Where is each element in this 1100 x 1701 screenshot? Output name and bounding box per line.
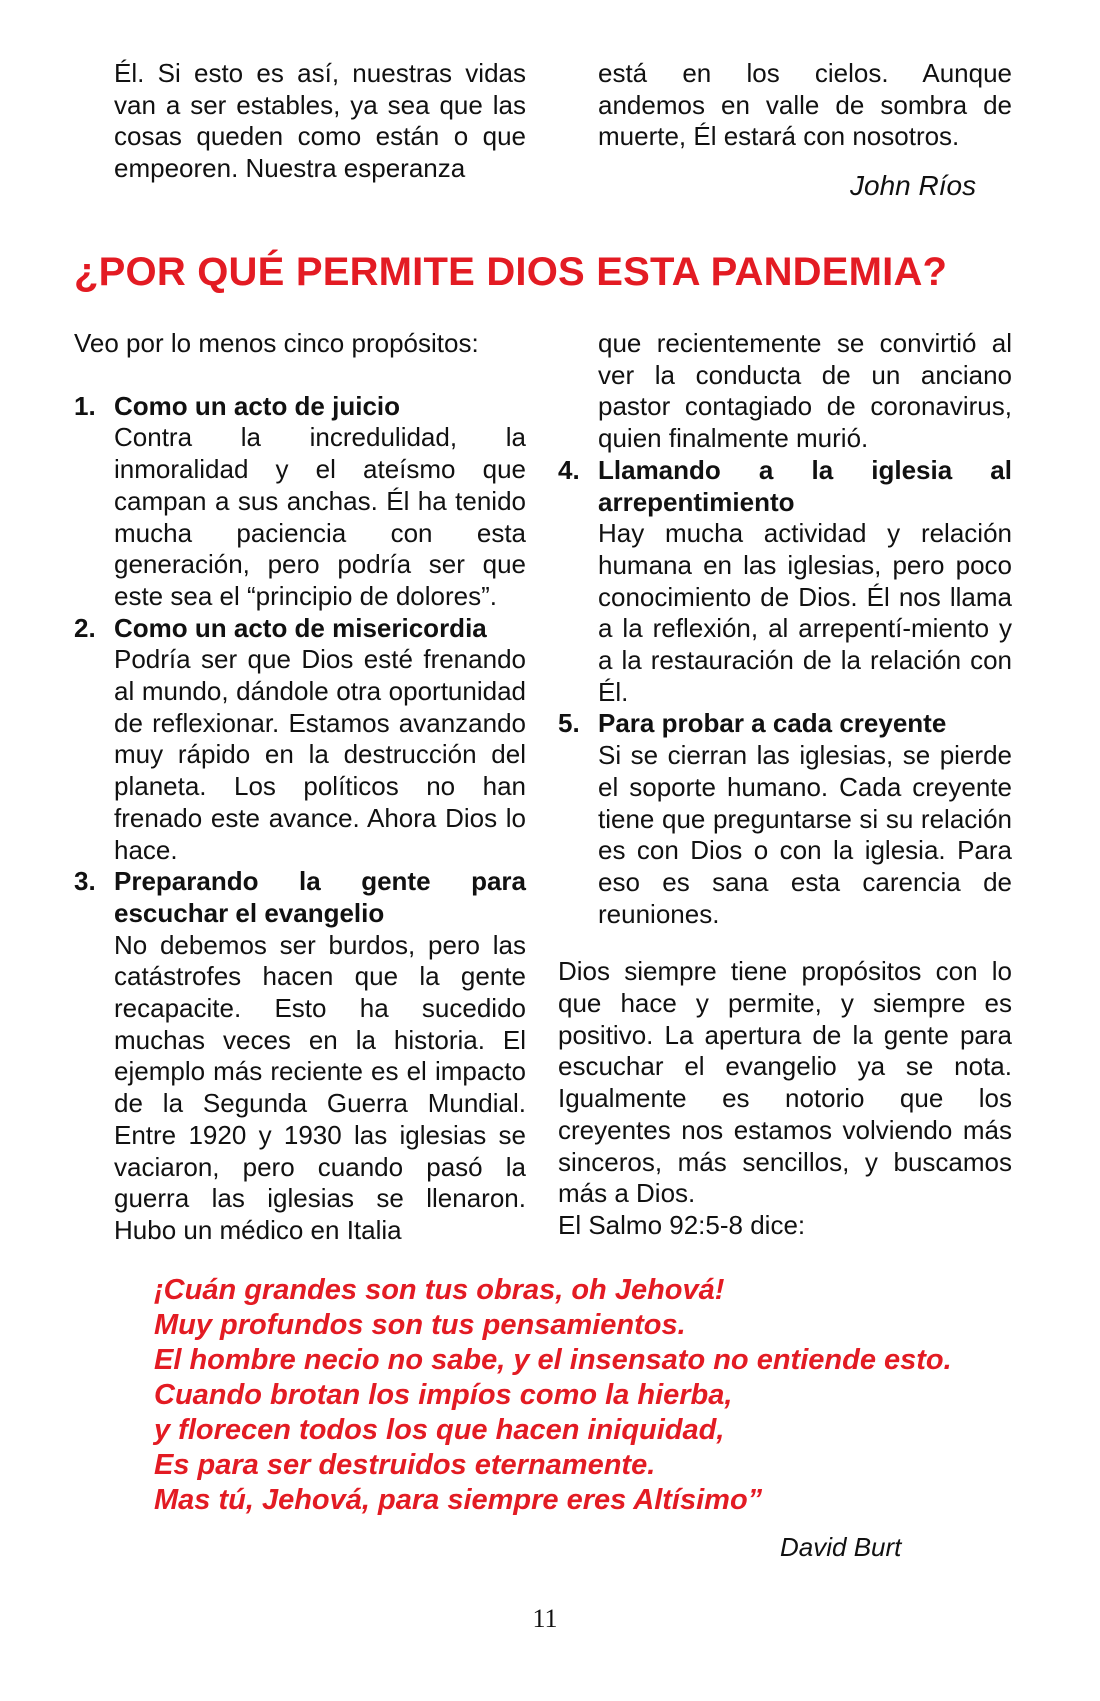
purpose-item-2	[74, 613, 526, 867]
purpose-body: Podría ser que Dios esté frenando al mundo, dándole otra oportunidad de reflexionar. Estamos avanzando muy rápido en la destrucción del planeta. Los políticos no han frenado este avance. Ahora Dios lo hace.	[114, 644, 526, 865]
purpose-number: 4.	[558, 454, 580, 485]
page-number: 11	[532, 1604, 558, 1633]
purpose-title: Como un acto de misericordia	[114, 612, 487, 643]
article-right-column	[558, 328, 1012, 1242]
quote-line: Es para ser destruidos eternamente.	[154, 1449, 656, 1481]
purpose-number: 2.	[74, 612, 96, 643]
purpose-item-4	[558, 455, 1012, 709]
quote-line: ¡Cuán grandes son tus obras, oh Jehová!	[154, 1274, 725, 1306]
purpose-body: Hay mucha actividad y relación humana en las iglesias, pero poco conocimiento de Dios. Él nos llama a la reflexión, al arrepentí-miento y a la restauración de la relación con Él.	[598, 518, 1012, 707]
psalm-quote	[154, 1273, 1054, 1518]
purpose-3-continuation: que recientemente se convirtió al ver la conducta de un anciano pastor contagiado de coronavirus, quien finalmente murió.	[598, 328, 1012, 454]
signature-david-burt: David Burt	[780, 1532, 902, 1562]
purpose-title: Preparando la gente para escuchar el evangelio	[114, 866, 526, 928]
purpose-number: 1.	[74, 390, 96, 421]
article-left-column	[74, 328, 526, 1247]
top-left-paragraph: Él. Si esto es así, nuestras vidas van a ser estables, ya sea que las cosas queden como están o que empeoren. Nuestra esperanza	[114, 58, 526, 184]
purpose-number: 3.	[74, 866, 96, 897]
purpose-number: 5.	[558, 708, 580, 739]
quote-line: y florecen todos los que hacen iniquidad,	[154, 1414, 725, 1446]
purpose-body: Si se cierran las iglesias, se pierde el soporte humano. Cada creyente tiene que preguntarse si su relación es con Dios o con la iglesia. Para eso es sana esta carencia de reuniones.	[598, 740, 1012, 929]
purpose-body: No debemos ser burdos, pero las catástrofes hacen que la gente recapacite. Esto ha sucedido muchas veces en la historia. El ejemplo más reciente es el impacto de la Segunda Guerra Mundial. Entre 1920 y 1930 las iglesias se vaciaron, pero cuando pasó la guerra las iglesias se llenaron. Hubo un médico en Italia	[114, 929, 526, 1245]
psalm-reference: El Salmo 92:5-8 dice:	[558, 1209, 806, 1240]
purpose-body: Contra la incredulidad, la inmoralidad y el ateísmo que campan a sus anchas. Él ha tenido mucha paciencia con esta generación, pero podría ser que este sea el “principio de dolores”.	[114, 422, 526, 611]
quote-line: Muy profundos son tus pensamientos.	[154, 1309, 686, 1341]
purpose-item-5	[558, 708, 1012, 930]
article-intro: Veo por lo menos cinco propósitos:	[74, 328, 479, 358]
quote-line: El hombre necio no sabe, y el insensato no entiende esto.	[154, 1344, 952, 1376]
purpose-item-3	[74, 866, 526, 1246]
purpose-item-1	[74, 391, 526, 613]
purpose-title: Como un acto de juicio	[114, 390, 401, 421]
purpose-title: Para probar a cada creyente	[598, 708, 947, 739]
quote-line: Cuando brotan los impíos como la hierba,	[154, 1379, 733, 1411]
top-right-paragraph: está en los cielos. Aunque andemos en valle de sombra de muerte, Él estará con nosotros.	[598, 58, 1012, 152]
closing-paragraph: Dios siempre tiene propósitos con lo que hace y permite, y siempre es positivo. La apertura de la gente para escuchar el evangelio ya se nota. Igualmente es notorio que los creyentes nos estamos volviendo más sinceros, más sencillos, y buscamos más a Dios.	[558, 956, 1012, 1209]
purpose-title: Llamando a la iglesia al arrepentimiento	[598, 454, 1012, 517]
quote-line: Mas tú, Jehová, para siempre eres Altísimo”	[154, 1484, 763, 1516]
signature-john-rios: John Ríos	[850, 170, 977, 201]
article-title: ¿POR QUÉ PERMITE DIOS ESTA PANDEMIA?	[74, 250, 948, 294]
